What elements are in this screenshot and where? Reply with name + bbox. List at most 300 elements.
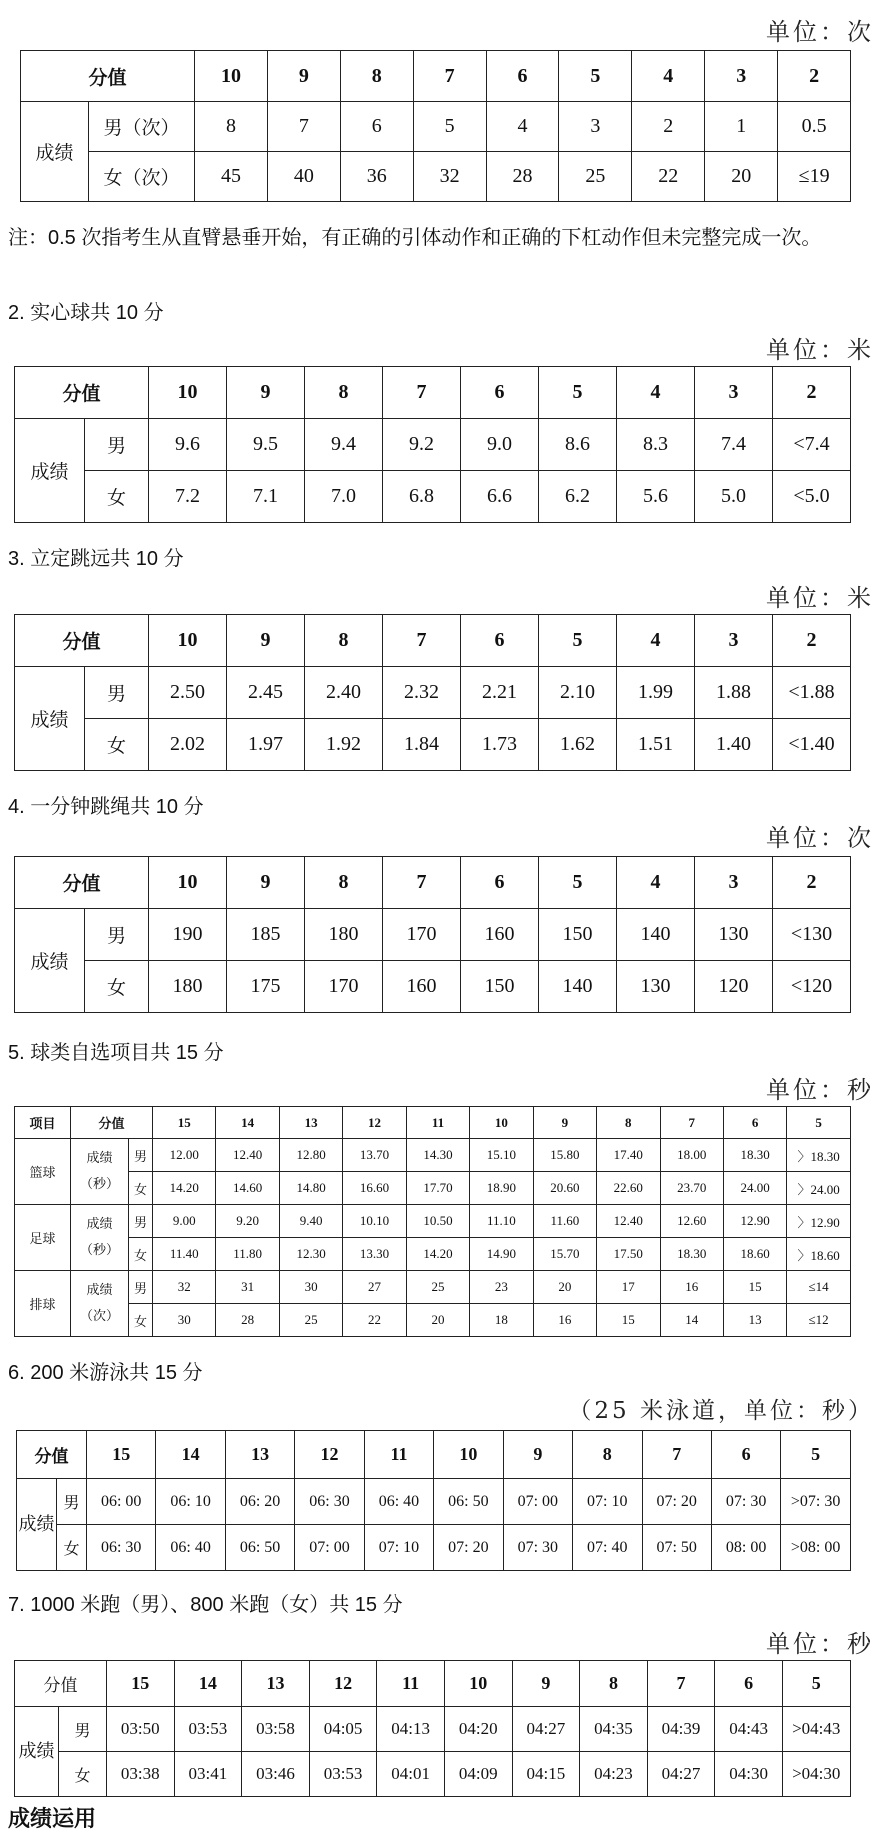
value-cell: 5 (413, 102, 486, 152)
table-row (15, 909, 851, 961)
section-heading-shotput: 2. 实心球共 10 分 (8, 302, 164, 324)
score-cell: 6 (486, 51, 559, 102)
female-label: 女 (85, 471, 149, 523)
value-cell: 7.0 (305, 471, 383, 523)
value-cell: 18.30 (723, 1139, 786, 1172)
value-cell: 〉18.60 (787, 1238, 850, 1271)
section-heading-swim: 6. 200 米游泳共 15 分 (8, 1362, 203, 1384)
score-cell: 7 (383, 367, 461, 419)
value-cell: 04:39 (647, 1707, 715, 1752)
value-cell: 28 (486, 152, 559, 202)
table-row (15, 1205, 851, 1238)
score-cell: 14 (156, 1431, 225, 1479)
table-row (15, 1139, 851, 1172)
value-cell: 20.60 (533, 1172, 596, 1205)
table-header-row (15, 1107, 851, 1139)
score-cell: 8 (305, 857, 383, 909)
result-label: 成绩 (15, 419, 85, 523)
value-cell: 1 (705, 102, 778, 152)
score-cell: 5 (782, 1661, 850, 1707)
section-heading-ball: 5. 球类自选项目共 15 分 (8, 1042, 224, 1064)
value-cell: 06: 30 (295, 1479, 364, 1525)
score-cell: 15 (87, 1431, 156, 1479)
value-cell: 16.60 (343, 1172, 406, 1205)
unit-label-run: 单位：秒 (766, 1630, 874, 1658)
value-cell: 07: 50 (642, 1525, 711, 1571)
score-cell: 7 (647, 1661, 715, 1707)
shotput-score-table (14, 366, 851, 523)
value-cell: 13 (723, 1304, 786, 1337)
score-cell: 2 (773, 615, 851, 667)
score-cell: 3 (695, 857, 773, 909)
value-cell: 12.30 (279, 1238, 342, 1271)
score-cell: 13 (242, 1661, 310, 1707)
value-cell: 〉12.90 (787, 1205, 850, 1238)
unit-label-longjump: 单位：米 (766, 584, 874, 612)
value-cell: 18.00 (660, 1139, 723, 1172)
result-label: 成绩 (17, 1479, 57, 1571)
value-cell: 10.10 (343, 1205, 406, 1238)
value-cell: 22 (632, 152, 705, 202)
pullup-note: 注：0.5 次指考生从直臂悬垂开始，有正确的引体动作和正确的下杠动作但未完整完成一次。 (8, 227, 822, 249)
value-cell: 14.30 (406, 1139, 469, 1172)
table-header-row (15, 615, 851, 667)
table-row (17, 1479, 851, 1525)
rope-score-table (14, 856, 851, 1013)
value-cell: <5.0 (773, 471, 851, 523)
result-label: 成绩 (15, 667, 85, 771)
value-cell: 20 (533, 1271, 596, 1304)
volleyball-label: 排球 (15, 1271, 71, 1337)
score-cell: 9 (512, 1661, 580, 1707)
score-cell: 14 (216, 1107, 279, 1139)
value-cell: 9.6 (149, 419, 227, 471)
value-cell: 15 (723, 1271, 786, 1304)
score-cell: 7 (383, 615, 461, 667)
value-cell: 2.50 (149, 667, 227, 719)
value-cell: 04:23 (580, 1752, 648, 1797)
score-cell: 9 (267, 51, 340, 102)
value-cell: 17.50 (597, 1238, 660, 1271)
score-cell: 10 (149, 367, 227, 419)
value-cell: 03:46 (242, 1752, 310, 1797)
value-cell: 18 (470, 1304, 533, 1337)
score-cell: 8 (597, 1107, 660, 1139)
value-cell: 1.88 (695, 667, 773, 719)
score-cell: 13 (225, 1431, 294, 1479)
value-cell: 14 (660, 1304, 723, 1337)
value-cell: 06: 30 (87, 1525, 156, 1571)
score-label: 分值 (17, 1431, 87, 1479)
value-cell: 20 (406, 1304, 469, 1337)
value-cell: 03:53 (309, 1752, 377, 1797)
value-cell: 12.60 (660, 1205, 723, 1238)
value-cell: 07: 10 (364, 1525, 433, 1571)
score-cell: 2 (773, 857, 851, 909)
value-cell: 130 (695, 909, 773, 961)
value-cell: >07: 30 (781, 1479, 850, 1525)
male-label: 男 (85, 667, 149, 719)
value-cell: 40 (267, 152, 340, 202)
table-header-row (15, 857, 851, 909)
value-cell: 45 (195, 152, 268, 202)
score-cell: 2 (773, 367, 851, 419)
score-cell: 5 (539, 857, 617, 909)
score-label: 分值 (15, 857, 149, 909)
value-cell: <7.4 (773, 419, 851, 471)
male-label: 男 (129, 1139, 153, 1172)
score-cell: 2 (778, 51, 851, 102)
value-cell: 06: 50 (434, 1479, 503, 1525)
value-cell: 2.40 (305, 667, 383, 719)
score-cell: 13 (279, 1107, 342, 1139)
value-cell: 36 (340, 152, 413, 202)
value-cell: 9.20 (216, 1205, 279, 1238)
male-label: 男（次） (89, 102, 195, 152)
value-cell: 13.30 (343, 1238, 406, 1271)
score-cell: 7 (660, 1107, 723, 1139)
value-cell: ≤12 (787, 1304, 850, 1337)
value-cell: 180 (305, 909, 383, 961)
result-label: 成绩 (21, 102, 89, 202)
table-header-row (21, 51, 851, 102)
score-cell: 10 (195, 51, 268, 102)
value-cell: 14.20 (153, 1172, 216, 1205)
score-cell: 6 (461, 367, 539, 419)
score-cell: 11 (406, 1107, 469, 1139)
section-heading-run: 7. 1000 米跑（男）、800 米跑（女）共 15 分 (8, 1594, 403, 1616)
value-cell: 150 (539, 909, 617, 961)
value-cell: >04:43 (782, 1707, 850, 1752)
score-cell: 15 (153, 1107, 216, 1139)
result-label: 成绩 (15, 909, 85, 1013)
value-cell: <1.40 (773, 719, 851, 771)
value-cell: 8.3 (617, 419, 695, 471)
value-cell: 8 (195, 102, 268, 152)
value-cell: 140 (539, 961, 617, 1013)
run-score-table (14, 1660, 851, 1797)
table-row (15, 1238, 851, 1271)
value-cell: 32 (413, 152, 486, 202)
value-cell: 23 (470, 1271, 533, 1304)
value-cell: 6 (340, 102, 413, 152)
result-label: 成绩（秒） (71, 1205, 129, 1271)
value-cell: 140 (617, 909, 695, 961)
value-cell: 03:38 (107, 1752, 175, 1797)
unit-label-swim: （25 米泳道，单位：秒） (568, 1398, 874, 1424)
value-cell: 170 (305, 961, 383, 1013)
value-cell: 120 (695, 961, 773, 1013)
table-row (21, 152, 851, 202)
value-cell: 27 (343, 1271, 406, 1304)
female-label: 女（次） (89, 152, 195, 202)
value-cell: 08: 00 (711, 1525, 780, 1571)
value-cell: 17 (597, 1271, 660, 1304)
value-cell: 2.32 (383, 667, 461, 719)
value-cell: 18.90 (470, 1172, 533, 1205)
value-cell: 1.51 (617, 719, 695, 771)
score-cell: 8 (305, 367, 383, 419)
value-cell: 15 (597, 1304, 660, 1337)
score-cell: 10 (149, 615, 227, 667)
value-cell: 15.70 (533, 1238, 596, 1271)
male-label: 男 (59, 1707, 107, 1752)
score-cell: 3 (695, 367, 773, 419)
ball-score-table (14, 1106, 851, 1337)
value-cell: 160 (383, 961, 461, 1013)
unit-label-ball: 单位：秒 (766, 1076, 874, 1104)
result-label: 成绩 (15, 1707, 59, 1797)
value-cell: 190 (149, 909, 227, 961)
value-cell: 17.40 (597, 1139, 660, 1172)
value-cell: 150 (461, 961, 539, 1013)
score-label: 分值 (21, 51, 195, 102)
table-row (15, 1752, 851, 1797)
score-cell: 6 (461, 615, 539, 667)
value-cell: 31 (216, 1271, 279, 1304)
score-label: 分值 (71, 1107, 153, 1139)
value-cell: 〉24.00 (787, 1172, 850, 1205)
score-cell: 10 (444, 1661, 512, 1707)
score-cell: 8 (305, 615, 383, 667)
value-cell: 06: 00 (87, 1479, 156, 1525)
score-cell: 8 (580, 1661, 648, 1707)
score-cell: 5 (781, 1431, 850, 1479)
value-cell: 07: 40 (573, 1525, 642, 1571)
value-cell: 16 (533, 1304, 596, 1337)
male-label: 男 (85, 909, 149, 961)
score-cell: 7 (413, 51, 486, 102)
value-cell: 28 (216, 1304, 279, 1337)
value-cell: 12.00 (153, 1139, 216, 1172)
value-cell: 04:35 (580, 1707, 648, 1752)
value-cell: 160 (461, 909, 539, 961)
value-cell: 22 (343, 1304, 406, 1337)
value-cell: 2.21 (461, 667, 539, 719)
value-cell: 07: 10 (573, 1479, 642, 1525)
male-label: 男 (85, 419, 149, 471)
score-cell: 5 (539, 367, 617, 419)
value-cell: ≤14 (787, 1271, 850, 1304)
table-row (15, 1707, 851, 1752)
value-cell: 5.6 (617, 471, 695, 523)
value-cell: 175 (227, 961, 305, 1013)
basketball-label: 篮球 (15, 1139, 71, 1205)
score-cell: 6 (715, 1661, 783, 1707)
value-cell: 03:41 (174, 1752, 242, 1797)
value-cell: 23.70 (660, 1172, 723, 1205)
score-cell: 6 (461, 857, 539, 909)
value-cell: 04:27 (647, 1752, 715, 1797)
score-cell: 5 (787, 1107, 850, 1139)
score-cell: 6 (723, 1107, 786, 1139)
score-cell: 12 (295, 1431, 364, 1479)
pullup-score-table (20, 50, 851, 202)
value-cell: 06: 40 (364, 1479, 433, 1525)
score-cell: 10 (470, 1107, 533, 1139)
value-cell: 07: 30 (711, 1479, 780, 1525)
score-cell: 4 (632, 51, 705, 102)
table-row (15, 1172, 851, 1205)
value-cell: 22.60 (597, 1172, 660, 1205)
score-cell: 3 (705, 51, 778, 102)
value-cell: 20 (705, 152, 778, 202)
value-cell: 1.62 (539, 719, 617, 771)
value-cell: 04:15 (512, 1752, 580, 1797)
value-cell: 04:01 (377, 1752, 445, 1797)
section-heading-rope: 4. 一分钟跳绳共 10 分 (8, 796, 204, 818)
value-cell: 18.60 (723, 1238, 786, 1271)
female-label: 女 (57, 1525, 87, 1571)
value-cell: 9.0 (461, 419, 539, 471)
value-cell: 9.4 (305, 419, 383, 471)
score-cell: 10 (434, 1431, 503, 1479)
unit-label-shotput: 单位：米 (766, 336, 874, 364)
value-cell: 1.99 (617, 667, 695, 719)
table-row (15, 471, 851, 523)
score-cell: 9 (533, 1107, 596, 1139)
value-cell: 04:13 (377, 1707, 445, 1752)
value-cell: 11.40 (153, 1238, 216, 1271)
value-cell: 03:53 (174, 1707, 242, 1752)
value-cell: 180 (149, 961, 227, 1013)
value-cell: 1.73 (461, 719, 539, 771)
table-header-row (15, 367, 851, 419)
table-row (15, 1271, 851, 1304)
value-cell: >08: 00 (781, 1525, 850, 1571)
swim-score-table (16, 1430, 851, 1571)
score-cell: 11 (377, 1661, 445, 1707)
value-cell: <120 (773, 961, 851, 1013)
value-cell: 10.50 (406, 1205, 469, 1238)
value-cell: 12.40 (597, 1205, 660, 1238)
value-cell: 3 (559, 102, 632, 152)
value-cell: 7.4 (695, 419, 773, 471)
section-heading-cut-off: 成绩运用 (8, 1807, 97, 1832)
value-cell: 25 (406, 1271, 469, 1304)
table-row (15, 961, 851, 1013)
value-cell: 11.60 (533, 1205, 596, 1238)
value-cell: 06: 40 (156, 1525, 225, 1571)
value-cell: <130 (773, 909, 851, 961)
value-cell: 15.10 (470, 1139, 533, 1172)
score-cell: 12 (343, 1107, 406, 1139)
value-cell: 04:30 (715, 1752, 783, 1797)
score-cell: 14 (174, 1661, 242, 1707)
score-cell: 9 (227, 857, 305, 909)
value-cell: 2.10 (539, 667, 617, 719)
value-cell: 07: 00 (295, 1525, 364, 1571)
value-cell: 2.02 (149, 719, 227, 771)
unit-label-rope: 单位：次 (766, 824, 874, 852)
male-label: 男 (129, 1205, 153, 1238)
score-cell: 10 (149, 857, 227, 909)
value-cell: 7 (267, 102, 340, 152)
result-label: 成绩（秒） (71, 1139, 129, 1205)
score-label: 分值 (15, 367, 149, 419)
female-label: 女 (59, 1752, 107, 1797)
table-row (15, 719, 851, 771)
value-cell: 2.45 (227, 667, 305, 719)
score-cell: 8 (573, 1431, 642, 1479)
value-cell: <1.88 (773, 667, 851, 719)
football-label: 足球 (15, 1205, 71, 1271)
value-cell: 07: 00 (503, 1479, 572, 1525)
table-row (15, 667, 851, 719)
value-cell: 32 (153, 1271, 216, 1304)
value-cell: 04:27 (512, 1707, 580, 1752)
value-cell: 9.40 (279, 1205, 342, 1238)
longjump-score-table (14, 614, 851, 771)
value-cell: 170 (383, 909, 461, 961)
value-cell: 24.00 (723, 1172, 786, 1205)
value-cell: 30 (279, 1271, 342, 1304)
value-cell: 06: 50 (225, 1525, 294, 1571)
value-cell: 07: 30 (503, 1525, 572, 1571)
value-cell: 14.90 (470, 1238, 533, 1271)
value-cell: 30 (153, 1304, 216, 1337)
table-row (21, 102, 851, 152)
female-label: 女 (129, 1172, 153, 1205)
value-cell: 185 (227, 909, 305, 961)
female-label: 女 (85, 961, 149, 1013)
result-label: 成绩（次） (71, 1271, 129, 1337)
score-label: 分值 (15, 1661, 107, 1707)
score-cell: 4 (617, 367, 695, 419)
value-cell: 9.00 (153, 1205, 216, 1238)
table-header-row (15, 1661, 851, 1707)
score-cell: 9 (503, 1431, 572, 1479)
value-cell: 12.80 (279, 1139, 342, 1172)
value-cell: 1.97 (227, 719, 305, 771)
value-cell: 7.1 (227, 471, 305, 523)
value-cell: 25 (279, 1304, 342, 1337)
score-label: 分值 (15, 615, 149, 667)
value-cell: 06: 20 (225, 1479, 294, 1525)
female-label: 女 (129, 1238, 153, 1271)
value-cell: 11.80 (216, 1238, 279, 1271)
value-cell: 03:58 (242, 1707, 310, 1752)
female-label: 女 (129, 1304, 153, 1337)
value-cell: 1.84 (383, 719, 461, 771)
score-cell: 12 (309, 1661, 377, 1707)
score-cell: 3 (695, 615, 773, 667)
value-cell: 14.60 (216, 1172, 279, 1205)
female-label: 女 (85, 719, 149, 771)
score-cell: 6 (711, 1431, 780, 1479)
table-row (15, 1304, 851, 1337)
value-cell: 07: 20 (642, 1479, 711, 1525)
score-cell: 9 (227, 615, 305, 667)
table-header-row (17, 1431, 851, 1479)
value-cell: 07: 20 (434, 1525, 503, 1571)
value-cell: 7.2 (149, 471, 227, 523)
value-cell: 06: 10 (156, 1479, 225, 1525)
value-cell: 13.70 (343, 1139, 406, 1172)
value-cell: 03:50 (107, 1707, 175, 1752)
value-cell: 1.40 (695, 719, 773, 771)
score-cell: 4 (617, 615, 695, 667)
score-cell: 8 (340, 51, 413, 102)
score-cell: 7 (383, 857, 461, 909)
value-cell: 18.30 (660, 1238, 723, 1271)
score-cell: 7 (642, 1431, 711, 1479)
value-cell: 5.0 (695, 471, 773, 523)
value-cell: 6.8 (383, 471, 461, 523)
score-cell: 4 (617, 857, 695, 909)
item-label: 项目 (15, 1107, 71, 1139)
score-cell: 5 (559, 51, 632, 102)
